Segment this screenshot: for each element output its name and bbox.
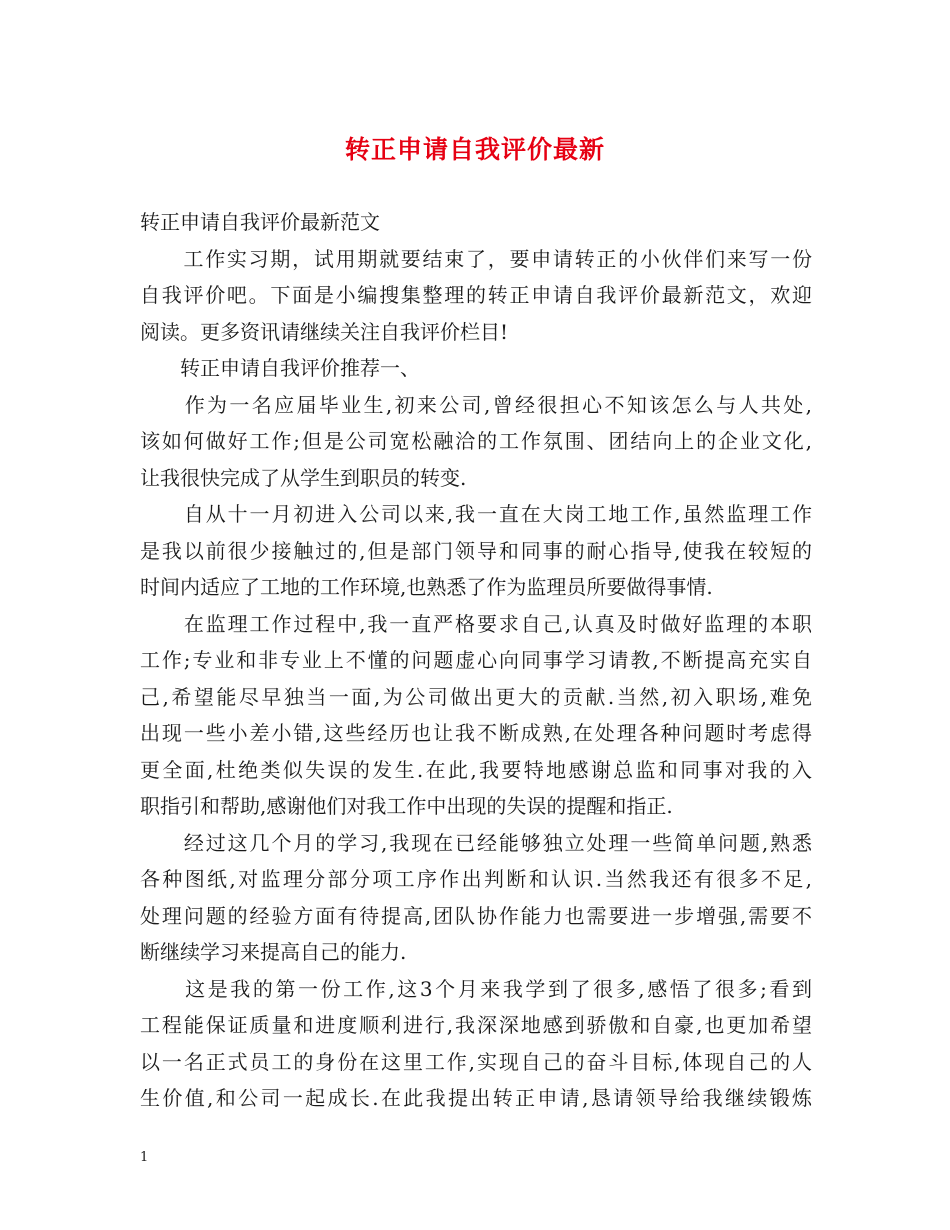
paragraph — [140, 825, 812, 971]
text-line: 这是我的第一份工作,这3个月来我学到了很多,感悟了很多;看到 — [140, 976, 812, 1001]
text-line: 阅读。更多资讯请继续关注自我评价栏目! — [140, 319, 509, 344]
paragraph — [140, 496, 812, 606]
paragraph — [140, 971, 812, 1117]
document-title: 转正申请自我评价最新 — [344, 135, 605, 164]
text-line: 工程能保证质量和进度顺利进行,我深深地感到骄傲和自豪,也更加希望 — [140, 1013, 812, 1037]
text-line: 工作实习期，试用期就要结束了，要申请转正的小伙伴们来写一份 — [140, 246, 812, 271]
document-subtitle: 转正申请自我评价最新范文 — [140, 210, 380, 234]
text-line: 职指引和帮助,感谢他们对我工作中出现的失误的提醒和指正. — [140, 794, 673, 818]
text-line: 在监理工作过程中,我一直严格要求自己,认真及时做好监理的本职 — [140, 611, 812, 636]
text-line: 该如何做好工作;但是公司宽松融洽的工作氛围、团结向上的企业文化, — [140, 429, 812, 453]
text-line: 自从十一月初进入公司以来,我一直在大岗工地工作,虽然监理工作 — [140, 502, 812, 526]
text-line: 更全面,杜绝类似失误的发生.在此,我要特地感谢总监和同事对我的入 — [140, 757, 812, 782]
page-number: 1 — [140, 1150, 149, 1165]
text-line: 己,希望能尽早独当一面,为公司做出更大的贡献.当然,初入职场,难免 — [140, 684, 812, 709]
section-heading — [140, 350, 812, 387]
text-line: 自我评价吧。下面是小编搜集整理的转正申请自我评价最新范文，欢迎 — [140, 283, 812, 307]
text-line: 处理问题的经验方面有待提高,团队协作能力也需要进一步增强,需要不 — [140, 903, 812, 928]
text-line: 是我以前很少接触过的,但是部门领导和同事的耐心指导,使我在较短的 — [140, 538, 812, 563]
text-line: 出现一些小差小错,这些经历也让我不断成熟,在处理各种问题时考虑得 — [140, 721, 812, 745]
text-line: 生价值,和公司一起成长.在此我提出转正申请,恳请领导给我继续锻炼 — [140, 1086, 812, 1110]
paragraph — [140, 387, 812, 497]
text-line: 各种图纸,对监理分部分项工序作出判断和认识.当然我还有很多不足, — [140, 867, 812, 891]
text-line: 工作;专业和非专业上不懂的问题虚心向同事学习请教,不断提高充实自 — [140, 648, 812, 672]
text-line: 时间内适应了工地的工作环境,也熟悉了作为监理员所要做得事情. — [140, 575, 713, 599]
paragraph — [140, 241, 812, 351]
text-line: 经过这几个月的学习,我现在已经能够独立处理一些简单问题,熟悉 — [140, 830, 812, 855]
text-line: 断继续学习来提高自己的能力. — [140, 940, 407, 964]
text-line: 作为一名应届毕业生,初来公司,曾经很担心不知该怎么与人共处, — [140, 392, 812, 417]
text-line: 以一名正式员工的身份在这里工作,实现自己的奋斗目标,体现自己的人 — [140, 1049, 812, 1074]
document-body — [140, 204, 812, 1117]
paragraph — [140, 606, 812, 825]
text-line: 让我很快完成了从学生到职员的转变. — [140, 465, 467, 490]
text-line: 转正申请自我评价推荐一、 — [140, 356, 420, 380]
